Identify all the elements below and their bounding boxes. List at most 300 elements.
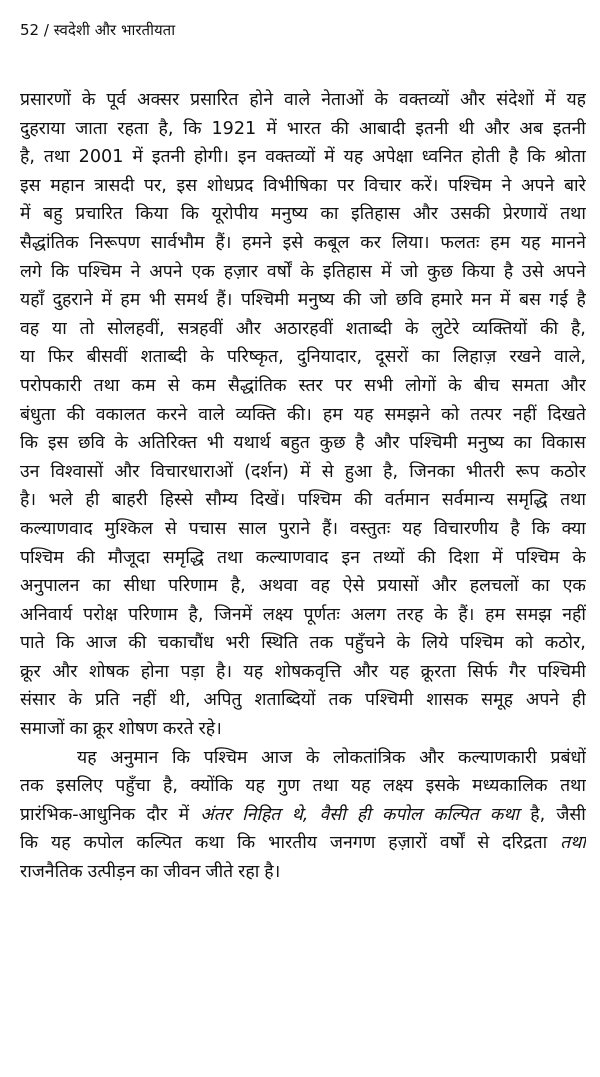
text-line [20,829,586,858]
word: यथार्थ [233,433,271,454]
word: दूसरों [375,347,409,368]
word: संसार [20,690,56,711]
word: अंतर [200,804,231,825]
word: लगे [20,261,42,282]
word: यह [566,90,586,110]
word: शताब्दियों [254,690,316,711]
word: तथ्यों [372,547,405,568]
word: है। [215,661,232,682]
word: आज [261,747,293,768]
text-line [20,686,586,715]
word: समता [511,375,549,396]
word: तो [79,318,95,339]
word: अलग [350,604,386,625]
text-line [20,715,586,744]
word: इन [237,147,257,168]
word: लिहाज़ [452,347,497,368]
word: वह [310,576,330,597]
word: प्रबंधों [550,747,586,768]
word: अपेक्षा [372,147,413,168]
word: में [492,547,503,568]
word: कल्पित [433,804,479,825]
word: है, [570,318,586,339]
word: विचार [363,175,402,196]
word: का [69,719,88,740]
word: तक [309,633,334,654]
word: में [300,461,311,482]
word: हम [490,232,511,253]
text-line [20,458,586,487]
text-line [20,515,586,544]
word: वर्षों [439,833,465,854]
word: के [434,604,448,625]
word: के [200,347,214,368]
word: परोपकारी [20,375,82,396]
word: की [417,547,436,568]
word: थे, [291,804,309,825]
word: इतिहास [351,204,401,225]
word: वाले [198,404,225,425]
word: लिये [421,633,449,654]
word: तथा [216,547,243,568]
word: के [81,90,96,110]
word: राजनैतिक [20,862,83,883]
word: कुछ [319,433,346,454]
word: कथा [194,833,225,854]
word: इतनी [552,118,586,139]
word: अपने [552,261,586,282]
word: इसे [282,232,304,253]
word: अपने [149,261,183,282]
word: जिनका [409,461,455,482]
word: पश्चिम [297,490,342,511]
word: के [374,90,389,110]
word: के [300,261,314,282]
word: ऐसे [342,576,365,597]
word: अपने [525,690,560,711]
running-title: स्वदेशी और भारतीयता [53,21,176,39]
header-separator: / [43,21,49,39]
word: पहुँचा [115,776,151,797]
word: बीसवीं [86,347,128,368]
word: दौर [146,804,168,825]
word: हमने [242,232,272,253]
word: वस्तुतः [350,518,391,539]
word: निहित [242,804,281,825]
word: गुण [277,776,301,797]
word: की [343,290,362,311]
word: विचारधाराओं [150,461,233,482]
word: अब [519,118,543,139]
word: शताब्दी [345,318,393,339]
word: पश्चिमी [537,661,586,682]
word: जिनमें [214,604,253,625]
word: लुटेरे [431,318,460,339]
word: और [431,576,457,597]
word: प्रेरणायें [502,204,548,225]
word: लिया। [391,232,430,253]
word: शोधप्रद [206,175,254,196]
word: कि [183,118,202,139]
text-line [20,401,586,430]
word: 2001 [78,147,124,168]
word: करते [162,719,194,740]
word: हैं। [215,232,232,253]
word: यह [350,776,371,797]
word: यह [77,747,97,768]
word: पर, [144,175,167,196]
word: को [441,404,460,425]
text-line [20,343,586,372]
word: हलचलों [469,576,519,597]
word: में [178,804,190,825]
text-line [20,143,586,172]
word: या [20,347,35,368]
word: में [544,90,556,110]
word: क्रूर [92,719,114,740]
word: कल्पित [136,833,182,854]
word: कथा [489,804,520,825]
word: में [266,118,277,139]
word: अथवा [258,576,298,597]
word: तरह [396,604,424,625]
word: की [354,490,373,511]
word: उत्पीड़न [87,862,136,883]
word: कपोल [83,833,124,854]
word: रहता [117,118,149,139]
word: यह [245,776,265,797]
word: अक्सर [137,90,180,110]
word: में [380,261,392,282]
word: तक [20,776,44,797]
word: व्यक्तियों [472,318,528,339]
word: तथा [560,490,586,511]
word: को [515,633,534,654]
word: और [560,375,586,396]
word: छवि [78,433,105,454]
word: सत्रहवीं [177,318,223,339]
word: है। [264,862,281,883]
word: नहीं [562,604,586,625]
word: और [419,747,445,768]
text-line [20,601,586,630]
word: वाले [283,90,311,110]
word: वैसी [319,804,346,825]
word: छवि [395,290,423,311]
word: कम [131,375,156,396]
word: सैद्धांतिक [20,232,79,253]
word: स्थिति [261,633,298,654]
word: हज़ारों [388,833,427,854]
word: थी, [169,690,191,711]
word: क्योंकि [190,776,233,797]
word: हैं। [322,518,339,539]
word: बाहरी [111,490,148,511]
word: समझने [384,404,430,425]
word: बस [518,290,541,311]
word: यह [389,661,410,682]
word: हज़ार [223,261,258,282]
word: इसलिए [56,776,103,797]
word: में [101,290,112,311]
word: इतनी [415,118,449,139]
word: गई [549,290,568,311]
text-line [20,658,586,687]
word: समूह [481,690,513,711]
word: शोषण [118,719,158,740]
word: यह [243,661,264,682]
word: कि [171,747,191,768]
text-line [20,429,586,458]
word: बारे [564,175,586,196]
word: होने [249,90,274,110]
word: कि [180,204,199,225]
word: साल [238,518,267,539]
word: बहु [43,204,63,225]
text-line [20,200,586,229]
word: मध्यकालिक [472,776,548,797]
text-line [20,115,586,144]
word: की [66,404,85,425]
word: कि [20,833,39,854]
word: हमारे [430,290,463,311]
word: पुराने [278,518,311,539]
word: आज [85,633,117,654]
word: शोषक [88,661,130,682]
text-line [20,86,586,115]
word: है, [230,576,246,597]
word: पश्चिमी [365,690,414,711]
word: परिष्कृत, [226,347,284,368]
word: यूरोपीय [211,204,259,225]
word: दरिद्रता [502,833,548,854]
word: ने [130,261,141,282]
body-text [20,86,586,887]
word: पश्चिमी [240,290,290,311]
word: कल्याणवाद [255,547,329,568]
word: के [114,433,129,454]
word: क्या [561,518,586,539]
word: पर [334,375,353,396]
word: एक [191,261,215,282]
text-line [20,486,586,515]
text-line [20,172,586,201]
word: शताब्दी [140,347,187,368]
word: कि [531,518,550,539]
word: बंधुता [20,404,56,425]
word: समृद्धि [162,547,204,568]
word: लोगों [405,375,437,396]
word: कुछ [427,261,453,282]
word: जीवन [163,862,201,883]
word: 1921 [211,118,257,139]
word: यह [353,404,374,425]
word: वह [20,318,40,339]
word: है [503,261,514,282]
word: पड़ा [180,661,205,682]
word: संदेशों [496,90,534,110]
word: अनिवार्य [20,604,73,625]
word: कि [56,633,75,654]
word: यहाँ [20,290,45,311]
text-line [20,229,586,258]
word: मनुष्य [467,433,504,454]
word: की [76,547,95,568]
word: समझ [515,604,552,625]
word: में [132,147,143,168]
word: का [140,862,159,883]
word: उन [20,461,40,482]
text-line [20,801,586,830]
word: पूर्णतः [303,604,340,625]
word: अपने [521,175,555,196]
word: इसके [425,776,460,797]
word: ध्वनित [421,147,463,168]
word: इन [341,547,360,568]
word: ही [356,804,371,825]
word: कम [191,375,216,396]
word: भीतरी [465,461,505,482]
word: चकाचौंध [158,633,214,654]
word: पाते [20,633,45,654]
word: कर [360,232,381,253]
word: सैद्धांतिक [227,375,287,396]
word: व्यक्ति [235,404,276,425]
word: से [477,833,490,854]
word: इस [20,175,41,196]
word: परिणाम [128,604,178,625]
word: हम [485,604,506,625]
word: होना [140,661,169,682]
word: की [330,118,349,139]
word: यह [402,518,422,539]
word: ही [572,690,586,711]
word: लक्ष्य [383,776,414,797]
word: विश्वासों [50,461,104,482]
running-header [20,20,175,40]
word: कि [527,147,546,168]
word: और [484,118,510,139]
word: त्रासदी [94,175,135,196]
word: का [92,576,111,597]
text-line [20,315,586,344]
word: कल्याणवाद [20,518,93,539]
text-line [20,629,586,658]
word: दिखें। [250,490,286,511]
word: के [68,690,83,711]
word: है [355,433,365,454]
word: करें। [410,175,439,196]
word: वर्षों [266,261,292,282]
word: सीधा [123,576,156,597]
word: भारत [286,118,321,139]
word: वर्तमान [384,490,430,511]
word: विकास [541,433,586,454]
text-line [20,372,586,401]
word: क्रूर [20,661,41,682]
word: का [320,204,339,225]
word: और [374,433,400,454]
word: तथा [560,833,586,854]
word: निरूपण [89,232,141,253]
text-line [20,544,586,573]
word: मानने [551,232,586,253]
word: किया [461,261,495,282]
word: से [164,518,177,539]
word: समाजों [20,719,65,740]
text-line [20,286,586,315]
word: है, [188,604,204,625]
word: कि [50,261,69,282]
word: भी [206,433,224,454]
word: मौजूदा [107,547,150,568]
word: कठोर, [544,633,586,654]
word: महान [50,175,85,196]
text-line [20,858,586,887]
word: पश्चिम [20,547,64,568]
word: नहीं [512,404,537,425]
word: की [540,318,559,339]
word: शासक [426,690,469,711]
word: प्रसारित [190,90,239,110]
word: और [352,661,379,682]
word: वाले, [554,347,586,368]
word: और [114,461,140,482]
word: विभीषिका [263,175,328,196]
page-number: 52 [20,21,40,39]
word: दुहराया [20,118,66,139]
word: और [235,318,261,339]
word: ने [501,175,512,196]
word: पूर्व [106,90,127,110]
word: रूप [515,461,540,482]
word: पश्चिम [203,747,248,768]
word: फलतः [440,232,480,253]
word: सिर्फ [467,661,498,682]
word: प्रति [94,690,120,711]
word: प्रसारणों [20,90,71,110]
word: थी [458,118,475,139]
word: उसकी [450,204,491,225]
word: मनुष्य [270,204,308,225]
word: ही [85,490,100,511]
word: के [404,318,419,339]
word: पश्चिम [515,547,560,568]
word: तथा [560,776,586,797]
word: है [576,290,586,311]
word: इस [47,433,69,454]
word: अतिरिक्त [137,433,198,454]
word: पश्चिमी [409,433,458,454]
word: विचारणीय [433,518,499,539]
word: से [167,375,180,396]
word: तथा [312,776,339,797]
word: मुश्किल [104,518,153,539]
word: जाता [75,118,108,139]
word: स्तर [298,375,323,396]
word: पहुँचने [344,633,385,654]
word: है, [163,776,178,797]
word: हैं। [216,290,233,311]
word: और [52,661,78,682]
word: के [305,747,320,768]
word: कल्याणकारी [457,747,537,768]
text-line [20,744,586,773]
word: वक्तव्यों [399,90,450,110]
word: की [128,633,147,654]
word: (दर्शन) [244,461,289,482]
word: पर [337,175,355,196]
